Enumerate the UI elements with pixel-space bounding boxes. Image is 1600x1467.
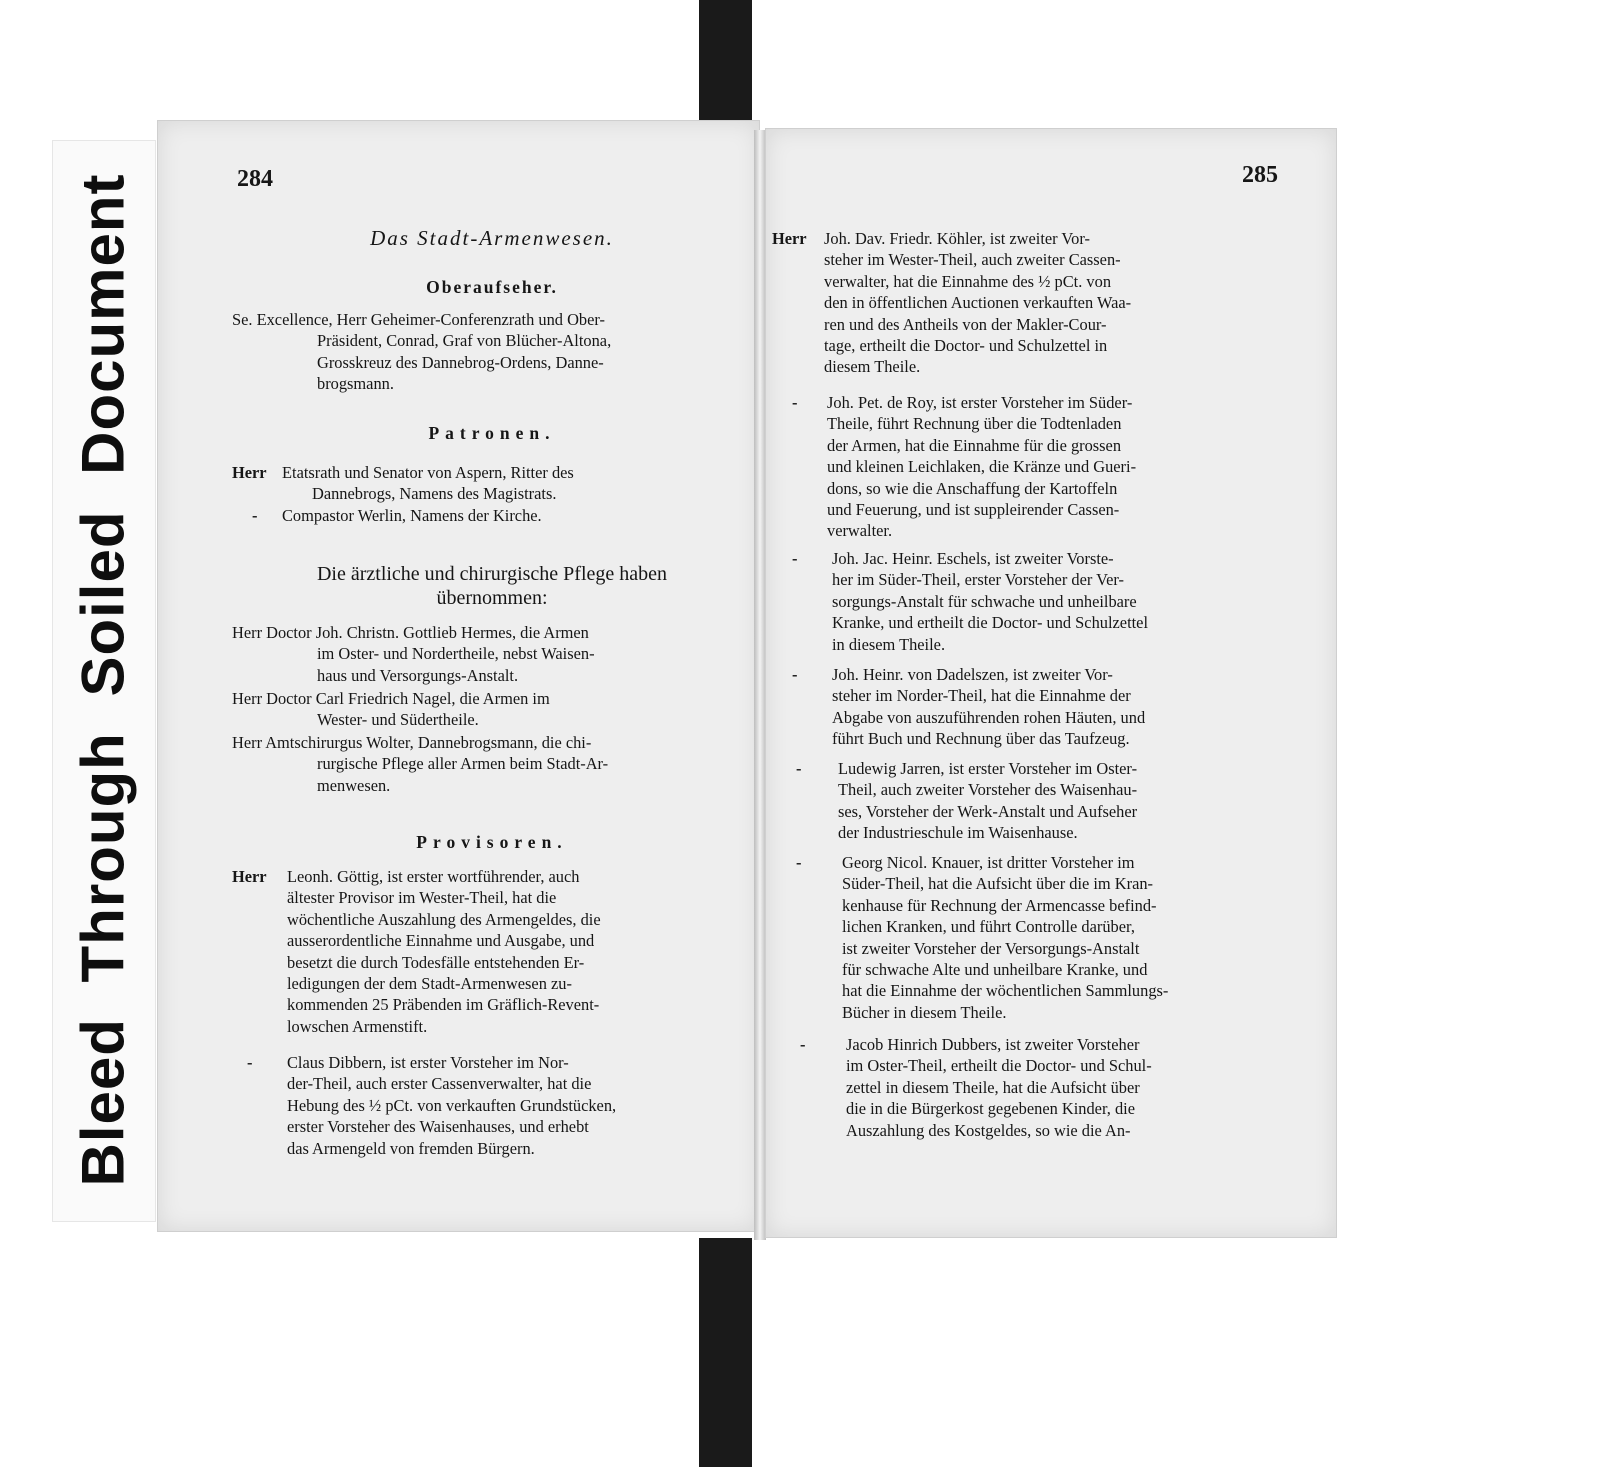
entry-oberaufseher (232, 309, 752, 395)
entry-line: Herr Doctor Carl Friedrich Nagel, die Armen im (232, 689, 550, 708)
entry-line: Herr Amtschirurgus Wolter, Dannebrogsmann, die chi- (232, 733, 592, 752)
entry-line: verwalter, hat die Einnahme des ½ pCt. von (824, 271, 1112, 291)
entry-line: kenhause für Rechnung der Armencasse befind- (842, 895, 1157, 915)
entry-eschels (772, 548, 1292, 655)
entry-de-roy (772, 392, 1292, 542)
entry-care-wolter (232, 732, 752, 796)
entry-line: haus und Versorgungs-Anstalt. (317, 665, 519, 685)
entry-care-hermes (232, 622, 752, 686)
entry-line: steher im Norder-Theil, hat die Einnahme der (832, 686, 1131, 706)
entry-care-nagel (232, 688, 752, 731)
entry-line: sorgungs-Anstalt für schwache und unheilbare (832, 591, 1137, 611)
entry-line: der Armen, hat die Einnahme für die grossen (827, 435, 1122, 455)
entry-patron-werlin (252, 505, 752, 526)
entry-line: Georg Nicol. Knauer, ist dritter Vorsteher im (842, 853, 1135, 872)
entry-line: Bücher in diesem Theile. (842, 1002, 1007, 1022)
entry-line: wöchentliche Auszahlung des Armengeldes, die (287, 909, 601, 929)
entry-line: menwesen. (317, 775, 391, 795)
entry-line: Jacob Hinrich Dubbers, ist zweiter Vorsteher (846, 1035, 1140, 1054)
entry-line: Etatsrath und Senator von Aspern, Ritter des (282, 463, 574, 482)
care-intro (232, 562, 752, 610)
entry-line: lowschen Armenstift. (287, 1016, 428, 1036)
entry-line: ledigungen der dem Stadt-Armenwesen zu- (287, 974, 572, 994)
entry-line: Ludewig Jarren, ist erster Vorsteher im Oster- (838, 759, 1138, 778)
entry-line: Theile, führt Rechnung über die Todtenladen (827, 414, 1122, 434)
entry-patron-aspern (232, 462, 752, 505)
entry-line: das Armengeld von fremden Bürgern. (287, 1138, 535, 1158)
entry-line: ren und des Antheils von der Makler-Cour- (824, 314, 1107, 334)
entry-line: Leonh. Göttig, ist erster wortführender, auch (287, 867, 580, 886)
entry-line: her im Süder-Theil, erster Vorsteher der Ver- (832, 570, 1125, 590)
section-heading-oberaufseher: Oberaufseher. (426, 277, 558, 297)
entry-provisor-dibbern (232, 1052, 752, 1159)
section-heading-provisoren: Provisoren. (416, 832, 568, 852)
care-intro-line: übernommen: (436, 587, 548, 609)
entry-line: steher im Wester-Theil, auch zweiter Cassen- (824, 250, 1121, 270)
entry-line: Grosskreuz des Dannebrog-Ordens, Danne- (317, 352, 604, 372)
document-label: Bleed Through Soiled Document (69, 173, 137, 1187)
entry-line: Dannebrogs, Namens des Magistrats. (312, 484, 557, 504)
entry-prefix: Herr (772, 229, 807, 248)
entry-line: erster Vorsteher des Waisenhauses, und erhebt (287, 1117, 589, 1137)
entry-prefix: - (792, 393, 798, 412)
entry-line: im Oster-Theil, ertheilt die Doctor- und Schul- (846, 1056, 1152, 1076)
entry-line: und kleinen Leichlaken, die Kränze und Gueri- (827, 457, 1137, 477)
entry-line: ist zweiter Vorsteher der Versorgungs-Anstalt (842, 938, 1140, 958)
entry-prefix: Herr (232, 867, 267, 886)
entry-line: ältester Provisor im Wester-Theil, hat die (287, 888, 557, 908)
entry-line: der Industrieschule im Waisenhause. (838, 823, 1078, 843)
entry-line: diesem Theile. (824, 357, 921, 377)
entry-line: im Oster- und Nordertheile, nebst Waisen- (317, 644, 595, 664)
entry-line: tage, ertheilt die Doctor- und Schulzettel in (824, 336, 1108, 356)
entry-line: brogsmann. (317, 374, 394, 394)
entry-prefix: - (800, 1035, 806, 1054)
entry-provisor-goettig (232, 866, 752, 1037)
entry-knauer (772, 852, 1292, 1023)
entry-line: Abgabe von auszuführenden rohen Häuten, und (832, 707, 1146, 727)
page-title: Das Stadt-Armenwesen. (370, 226, 614, 250)
entry-line: kommenden 25 Präbenden im Gräflich-Revent- (287, 995, 600, 1015)
page-number-left: 284 (237, 166, 273, 192)
entry-line: besetzt die durch Todesfälle entstehenden Er- (287, 952, 585, 972)
entry-line: ausserordentliche Einnahme und Ausgabe, und (287, 931, 595, 951)
section-heading-patronen: Patronen. (428, 423, 556, 443)
entry-line: Joh. Pet. de Roy, ist erster Vorsteher im Süder- (827, 393, 1133, 412)
entry-line: Wester- und Südertheile. (317, 710, 479, 730)
entry-koehler (772, 228, 1292, 378)
entry-line: Claus Dibbern, ist erster Vorsteher im Nor- (287, 1053, 569, 1072)
entry-prefix: - (252, 506, 258, 525)
entry-line: Theil, auch zweiter Vorsteher des Waisenhau- (838, 780, 1138, 800)
entry-line: dons, so wie die Anschaffung der Kartoffeln (827, 478, 1118, 498)
entry-line: rurgische Pflege aller Armen beim Stadt-Ar- (317, 754, 609, 774)
entry-line: führt Buch und Rechnung über das Taufzeug. (832, 729, 1130, 749)
entry-line: Joh. Heinr. von Dadelszen, ist zweiter Vor- (832, 665, 1113, 684)
entry-line: und Feuerung, und ist suppleirender Cassen- (827, 500, 1120, 520)
entry-prefix: - (792, 549, 798, 568)
entry-line: Auszahlung des Kostgeldes, so wie die An- (846, 1120, 1131, 1140)
scanner-strip-bottom (699, 1238, 752, 1467)
entry-line: für schwache Alte und unheilbare Kranke, und (842, 960, 1148, 980)
entry-prefix: - (796, 853, 802, 872)
entry-prefix: - (792, 665, 798, 684)
entry-von-dadelszen (772, 664, 1292, 750)
entry-line: ses, Vorsteher der Werk-Anstalt und Aufseher (838, 801, 1138, 821)
entry-line: den in öffentlichen Auctionen verkauften Waa- (824, 293, 1132, 313)
entry-line: Süder-Theil, hat die Aufsicht über die im Kran- (842, 874, 1154, 894)
entry-line: hat die Einnahme der wöchentlichen Sammlungs- (842, 981, 1169, 1001)
entry-line: Joh. Jac. Heinr. Eschels, ist zweiter Vorste- (832, 549, 1114, 568)
entry-jarren (772, 758, 1292, 844)
entry-prefix: Herr (232, 463, 267, 482)
page-number-right: 285 (1242, 162, 1278, 188)
entry-line: Joh. Dav. Friedr. Köhler, ist zweiter Vor- (824, 229, 1090, 248)
entry-line: Compastor Werlin, Namens der Kirche. (282, 506, 542, 525)
entry-line: Kranke, und ertheilt die Doctor- und Schulzettel (832, 613, 1148, 633)
entry-line: zettel in diesem Theile, hat die Aufsicht über (846, 1077, 1140, 1097)
entry-line: Herr Doctor Joh. Christn. Gottlieb Hermes, die Armen (232, 623, 589, 642)
entry-line: der-Theil, auch erster Cassenverwalter, hat die (287, 1074, 592, 1094)
entry-line: in diesem Theile. (832, 634, 946, 654)
entry-line: Hebung des ½ pCt. von verkauften Grundstücken, (287, 1095, 617, 1115)
care-intro-line: Die ärztliche und chirurgische Pflege haben (316, 563, 668, 585)
entry-prefix: - (796, 759, 802, 778)
entry-line: Präsident, Conrad, Graf von Blücher-Altona, (317, 331, 612, 351)
entry-dubbers (772, 1034, 1292, 1141)
scanner-strip-top (699, 0, 752, 138)
entry-prefix: - (247, 1053, 253, 1072)
entry-line: Se. Excellence, Herr Geheimer-Conferenzrath und Ober- (232, 310, 605, 329)
entry-line: verwalter. (827, 521, 893, 541)
entry-line: lichen Kranken, und führt Controlle darüber, (842, 917, 1135, 937)
entry-line: die in die Bürgerkost gegebenen Kinder, die (846, 1099, 1135, 1119)
